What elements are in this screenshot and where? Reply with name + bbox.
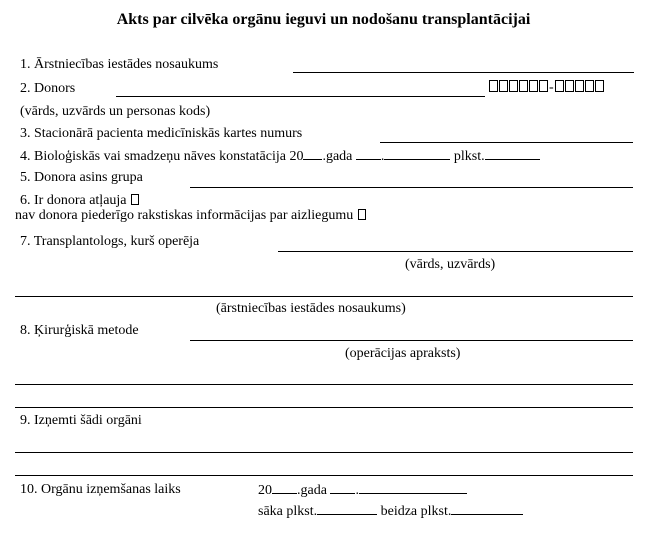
item7-hint-institution: (ārstniecības iestādes nosaukums): [216, 301, 406, 316]
item10-label: 10. Orgānu izņemšanas laiks: [20, 482, 181, 497]
item8-hint: (operācijas apraksts): [345, 346, 461, 361]
item4-dot: .: [380, 149, 385, 164]
item4-gada: .gada: [322, 149, 353, 164]
item2-hint: (vārds, uzvārds un personas kods): [20, 104, 211, 119]
item10-year-prefix: 20: [258, 483, 272, 498]
item10-month-field[interactable]: [359, 482, 467, 494]
item10-year-field[interactable]: [272, 482, 297, 494]
code-digit-box[interactable]: [519, 80, 528, 92]
code-digit-box[interactable]: [575, 80, 584, 92]
item9-label: 9. Izņemti šādi orgāni: [20, 413, 142, 428]
item10-end-label: beidza plkst.: [380, 504, 452, 519]
form-title: Akts par cilvēka orgānu ieguvi un nodošanu transplantācijai: [116, 11, 531, 28]
code-separator: -: [549, 80, 554, 95]
item8-field[interactable]: [190, 340, 633, 341]
code-digit-box[interactable]: [539, 80, 548, 92]
item6-row: [20, 193, 139, 209]
item10-time-row: [258, 503, 523, 520]
code-digit-box[interactable]: [529, 80, 538, 92]
item10-date-row: [258, 482, 467, 499]
item7-institution-field[interactable]: [15, 296, 633, 297]
item8-line2[interactable]: [15, 384, 633, 385]
item4-year-field[interactable]: [303, 148, 322, 160]
item9-line2[interactable]: [15, 475, 633, 476]
item7-label: 7. Transplantologs, kurš operēja: [20, 234, 200, 249]
item6-row2: [15, 208, 366, 224]
item4-day-field[interactable]: [356, 148, 381, 160]
item6-label: 6. Ir donora atļauja: [20, 193, 127, 208]
item4-label: 4. Bioloģiskās vai smadzeņu nāves konstatācija 20: [20, 149, 304, 164]
item1-field[interactable]: [293, 72, 634, 73]
item3-field[interactable]: [380, 142, 633, 143]
item4-time-field[interactable]: [485, 148, 540, 160]
item10-end-field[interactable]: [451, 503, 523, 515]
code-digit-box[interactable]: [565, 80, 574, 92]
item10-start-label: sāka plkst.: [258, 504, 318, 519]
item7-name-field[interactable]: [278, 251, 633, 252]
code-digit-box[interactable]: [585, 80, 594, 92]
code-digit-box[interactable]: [555, 80, 564, 92]
code-digit-box[interactable]: [489, 80, 498, 92]
item10-dot: .: [355, 483, 359, 498]
item8-line3[interactable]: [15, 407, 633, 408]
item5-field[interactable]: [190, 187, 633, 188]
code-digit-box[interactable]: [499, 80, 508, 92]
consent-checkbox[interactable]: [131, 194, 139, 205]
item4-row: [20, 148, 540, 165]
item4-month-field[interactable]: [384, 148, 450, 160]
item5-label: 5. Donora asins grupa: [20, 170, 143, 185]
item10-gada: .gada: [297, 483, 327, 498]
item1-label: 1. Ārstniecības iestādes nosaukums: [20, 57, 219, 72]
item9-line1[interactable]: [15, 452, 633, 453]
code-digit-box[interactable]: [595, 80, 604, 92]
item2-name-field[interactable]: [116, 96, 485, 97]
item3-label: 3. Stacionārā pacienta medicīniskās kartes numurs: [20, 126, 303, 141]
item10-day-field[interactable]: [330, 482, 355, 494]
personal-code-boxes[interactable]: [489, 80, 605, 96]
item7-hint-name: (vārds, uzvārds): [405, 257, 496, 272]
item2-label: 2. Donors: [20, 81, 76, 96]
item8-label: 8. Ķirurģiskā metode: [20, 323, 139, 338]
item6-label2: nav donora piederīgo rakstiskas informācijas par aizliegumu: [15, 208, 354, 223]
item4-plkst: plkst.: [453, 149, 485, 164]
item10-start-field[interactable]: [317, 503, 377, 515]
no-objection-checkbox[interactable]: [358, 209, 366, 220]
code-digit-box[interactable]: [509, 80, 518, 92]
